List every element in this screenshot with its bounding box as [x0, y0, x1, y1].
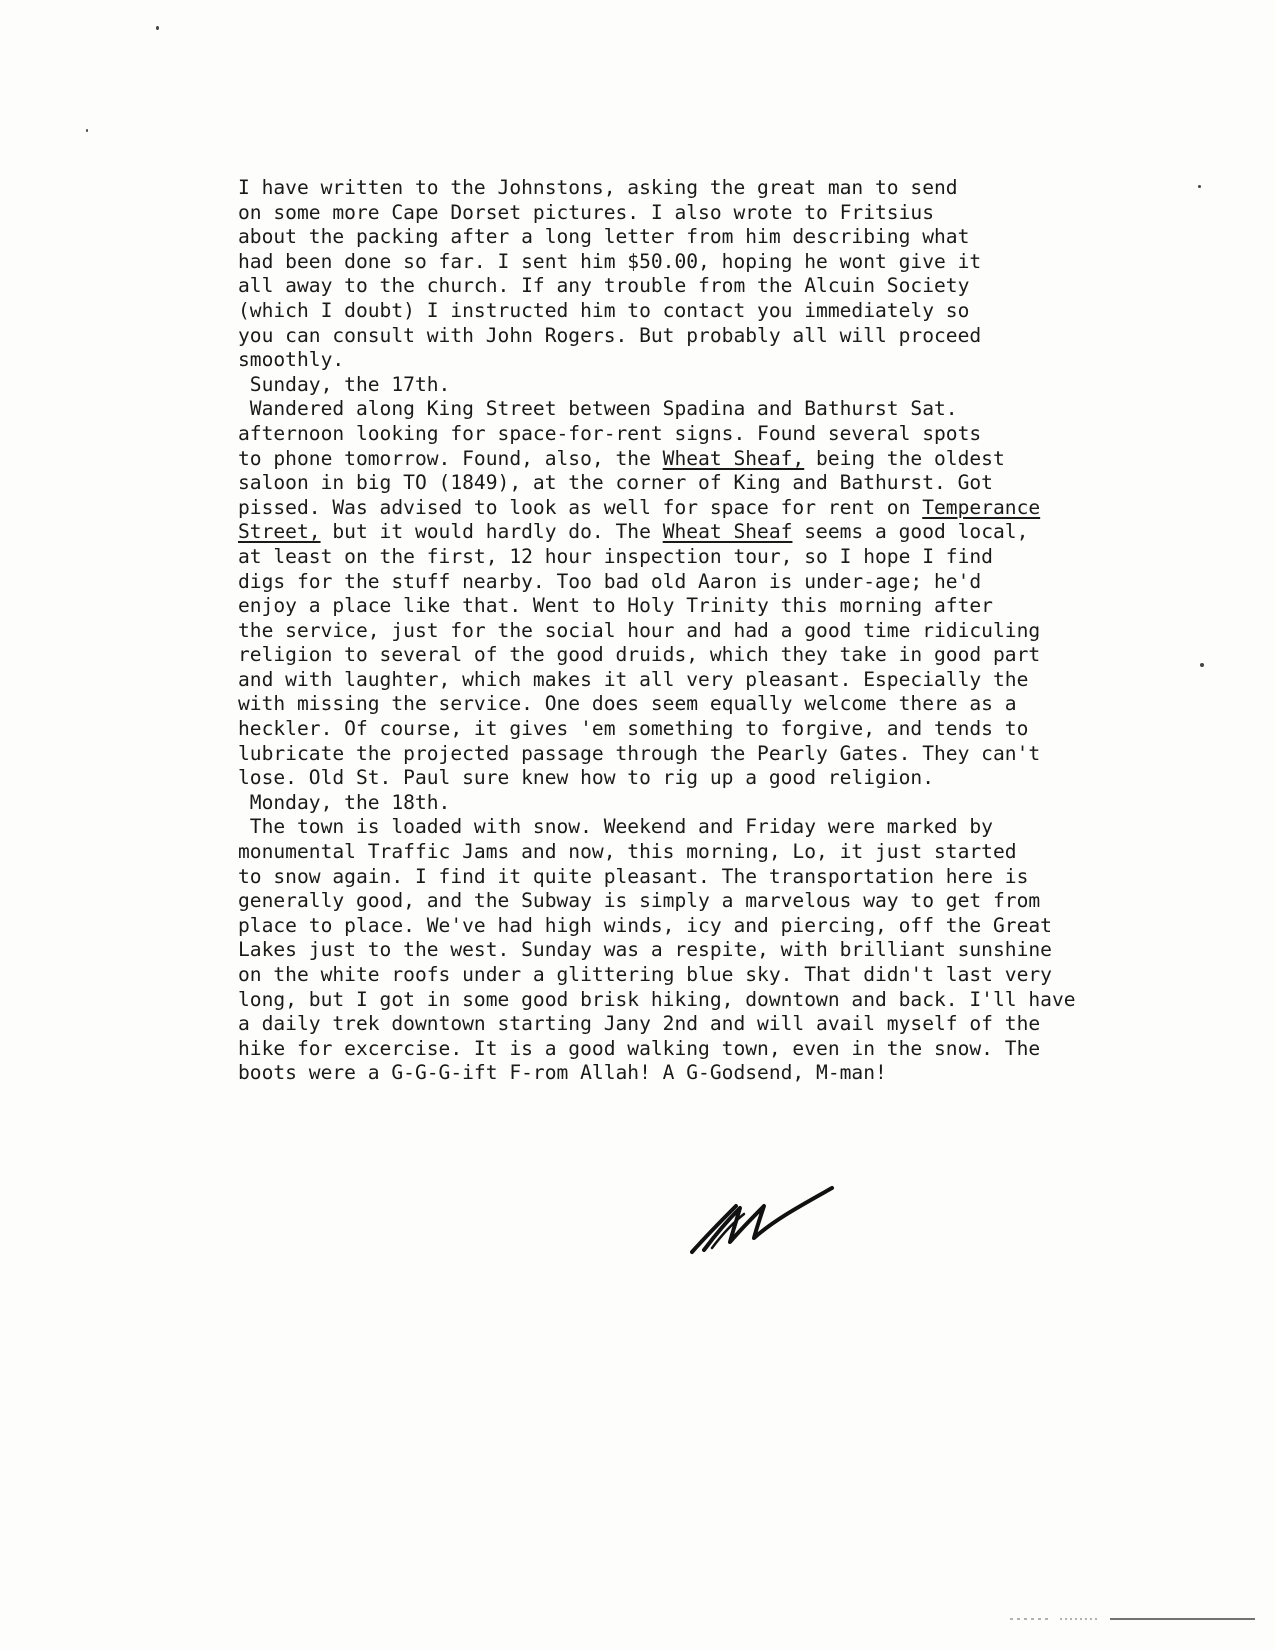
underlined-text: Street,	[238, 520, 321, 544]
text-segment: afternoon looking for space-for-rent signs. Found several spots	[238, 421, 982, 445]
text-segment: Monday, the 18th.	[238, 790, 451, 814]
text-line	[238, 766, 1138, 791]
text-segment: place to place. We've had high winds, icy and piercing, off the Great	[238, 913, 1052, 937]
text-segment: generally good, and the Subway is simply a marvelous way to get from	[238, 889, 1041, 913]
text-line	[238, 176, 1138, 201]
text-line	[238, 1012, 1138, 1037]
text-segment: lubricate the projected passage through the Pearly Gates. They can't	[238, 741, 1041, 765]
text-line	[238, 274, 1138, 299]
text-line	[238, 938, 1138, 963]
text-line	[238, 815, 1138, 840]
text-line	[238, 742, 1138, 767]
text-line	[238, 520, 1138, 545]
text-segment: religion to several of the good druids, which they take in good part	[238, 643, 1041, 667]
text-line	[238, 1037, 1138, 1062]
text-line	[238, 324, 1138, 349]
text-segment: about the packing after a long letter from him describing what	[238, 225, 970, 249]
text-segment: being the oldest	[804, 446, 1005, 470]
text-line	[238, 1061, 1138, 1086]
underlined-text: Wheat Sheaf	[662, 520, 793, 544]
text-segment: smoothly.	[238, 348, 345, 372]
text-line	[238, 201, 1138, 226]
text-segment: had been done so far. I sent him $50.00, hoping he wont give it	[238, 249, 982, 273]
text-line	[238, 570, 1138, 595]
underlined-text: Temperance	[922, 495, 1041, 519]
text-line	[238, 865, 1138, 890]
text-line	[238, 889, 1138, 914]
text-line	[238, 692, 1138, 717]
text-line	[238, 422, 1138, 447]
text-segment: a daily trek downtown starting Jany 2nd and will avail myself of the	[238, 1012, 1041, 1036]
text-segment: Wandered along King Street between Spadina and Bathurst Sat.	[238, 397, 958, 421]
text-line	[238, 545, 1138, 570]
text-segment: at least on the first, 12 hour inspection tour, so I hope I find	[238, 544, 993, 568]
speck-mark	[86, 129, 88, 132]
underlined-text: Wheat Sheaf,	[662, 446, 805, 470]
text-line	[238, 373, 1138, 398]
text-line	[238, 299, 1138, 324]
text-segment: and with laughter, which makes it all very pleasant. Especially the	[238, 667, 1029, 691]
text-line	[238, 447, 1138, 472]
text-segment: hike for excercise. It is a good walking town, even in the snow. The	[238, 1036, 1041, 1060]
text-segment: you can consult with John Rogers. But probably all will proceed	[238, 323, 982, 347]
text-segment: (which I doubt) I instructed him to contact you immediately so	[238, 298, 970, 322]
text-segment: heckler. Of course, it gives 'em something to forgive, and tends to	[238, 717, 1029, 741]
speck-mark	[1198, 185, 1201, 188]
text-segment: enjoy a place like that. Went to Holy Trinity this morning after	[238, 594, 993, 618]
text-segment: saloon in big TO (1849), at the corner of King and Bathurst. Got	[238, 471, 993, 495]
handwritten-signature	[690, 1178, 840, 1258]
text-segment: but it would hardly do. The	[320, 520, 663, 544]
text-segment: on some more Cape Dorset pictures. I also wrote to Fritsius	[238, 200, 934, 224]
text-line	[238, 643, 1138, 668]
text-line	[238, 717, 1138, 742]
text-segment: Sunday, the 17th.	[238, 372, 451, 396]
text-line	[238, 250, 1138, 275]
text-segment: on the white roofs under a glittering blue sky. That didn't last very	[238, 963, 1052, 986]
text-line	[238, 471, 1138, 496]
text-segment: to phone tomorrow. Found, also, the	[238, 446, 663, 470]
text-segment: pissed. Was advised to look as well for space for rent on	[238, 495, 923, 519]
text-line	[238, 594, 1138, 619]
text-segment: monumental Traffic Jams and now, this morning, Lo, it just started	[238, 840, 1017, 864]
text-segment: all away to the church. If any trouble from the Alcuin Society	[238, 274, 970, 298]
text-segment: The town is loaded with snow. Weekend and Friday were marked by	[238, 815, 993, 839]
text-segment: digs for the stuff nearby. Too bad old Aaron is under-age; he'd	[238, 569, 982, 593]
text-segment: Lakes just to the west. Sunday was a respite, with brilliant sunshine	[238, 938, 1052, 962]
footer-rule	[1010, 1618, 1255, 1620]
text-line	[238, 225, 1138, 250]
text-segment: seems a good local,	[792, 520, 1029, 544]
text-line	[238, 840, 1138, 865]
text-line	[238, 668, 1138, 693]
text-segment: the service, just for the social hour and had a good time ridiculing	[238, 618, 1041, 642]
text-segment: I have written to the Johnstons, asking the great man to send	[238, 176, 958, 199]
text-segment: to snow again. I find it quite pleasant. The transportation here is	[238, 864, 1029, 888]
text-line	[238, 397, 1138, 422]
letter-body	[238, 176, 1138, 1086]
text-segment: with missing the service. One does seem equally welcome there as a	[238, 692, 1017, 716]
text-line	[238, 914, 1138, 939]
speck-mark	[156, 26, 159, 30]
text-line	[238, 348, 1138, 373]
text-line	[238, 988, 1138, 1013]
text-line	[238, 791, 1138, 816]
text-segment: boots were a G-G-G-ift F-rom Allah! A G-Godsend, M-man!	[238, 1061, 887, 1085]
text-line	[238, 963, 1138, 988]
speck-mark	[1200, 663, 1204, 667]
text-segment: long, but I got in some good brisk hiking, downtown and back. I'll have	[238, 987, 1076, 1011]
text-segment: lose. Old St. Paul sure knew how to rig up a good religion.	[238, 766, 934, 790]
text-line	[238, 619, 1138, 644]
text-line	[238, 496, 1138, 521]
